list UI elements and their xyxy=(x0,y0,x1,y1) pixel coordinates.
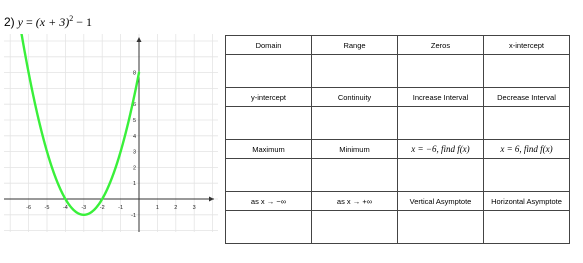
cell-maximum: Maximum xyxy=(226,140,312,159)
x-tick-label: -5 xyxy=(44,205,50,211)
y-tick-label: 6 xyxy=(132,102,136,109)
y-tick-label: 1 xyxy=(132,181,136,188)
answer-row xyxy=(226,211,570,244)
x-tick-label: 2 xyxy=(174,205,178,211)
equation-exponent: 2 xyxy=(69,14,74,23)
cell-end-behavior-left: as x → −∞ xyxy=(226,192,312,211)
answer-cell[interactable] xyxy=(312,159,398,192)
cell-f-at-neg6: x = −6, find f(x) xyxy=(398,140,484,159)
x-tick-label: -1 xyxy=(118,205,124,211)
y-tick-label: -1 xyxy=(131,212,136,219)
x-axis-arrow xyxy=(209,197,214,202)
equation-y: y xyxy=(17,15,23,29)
equation-equals: = xyxy=(26,15,33,29)
answer-cell[interactable] xyxy=(398,211,484,244)
label-row xyxy=(226,140,570,159)
equation-tail: − 1 xyxy=(73,15,92,29)
y-tick-label: 3 xyxy=(132,149,136,156)
answer-cell[interactable] xyxy=(226,55,312,88)
cell-end-behavior-right: as x → +∞ xyxy=(312,192,398,211)
label-row xyxy=(226,88,570,107)
cell-horizontal-asymptote: Horizontal Asymptote xyxy=(484,192,570,211)
cell-x-intercept: x-intercept xyxy=(484,36,570,55)
parabola-curve xyxy=(21,34,139,215)
cell-vertical-asymptote: Vertical Asymptote xyxy=(398,192,484,211)
answer-cell[interactable] xyxy=(226,107,312,140)
y-tick-label: 2 xyxy=(132,165,136,172)
y-tick-label: 8 xyxy=(132,70,136,77)
x-tick-label: -6 xyxy=(26,205,32,211)
y-tick-label: 5 xyxy=(132,118,136,124)
answer-row xyxy=(226,55,570,88)
answer-cell[interactable] xyxy=(398,159,484,192)
answer-cell[interactable] xyxy=(484,159,570,192)
properties-table xyxy=(225,35,570,244)
answer-cell[interactable] xyxy=(226,211,312,244)
cell-range: Range xyxy=(312,36,398,55)
y-axis-arrow xyxy=(137,37,142,42)
answer-row xyxy=(226,159,570,192)
answer-cell[interactable] xyxy=(484,211,570,244)
answer-cell[interactable] xyxy=(312,55,398,88)
cell-f-at-6: x = 6, find f(x) xyxy=(484,140,570,159)
answer-cell[interactable] xyxy=(398,55,484,88)
cell-minimum: Minimum xyxy=(312,140,398,159)
problem-title xyxy=(4,14,92,30)
coordinate-graph xyxy=(4,34,218,232)
cell-increase-interval: Increase Interval xyxy=(398,88,484,107)
x-tick-label: -2 xyxy=(99,205,105,211)
equation-base: (x + 3) xyxy=(35,15,70,29)
label-row xyxy=(226,36,570,55)
answer-cell[interactable] xyxy=(312,107,398,140)
cell-continuity: Continuity xyxy=(312,88,398,107)
y-tick-label: 4 xyxy=(132,133,136,140)
cell-decrease-interval: Decrease Interval xyxy=(484,88,570,107)
x-tick-label: -4 xyxy=(62,205,68,211)
x-tick-label: 3 xyxy=(192,205,196,211)
answer-cell[interactable] xyxy=(484,55,570,88)
answer-cell[interactable] xyxy=(312,211,398,244)
cell-zeros: Zeros xyxy=(398,36,484,55)
cell-y-intercept: y-intercept xyxy=(226,88,312,107)
problem-number: 2) xyxy=(4,15,15,29)
answer-row xyxy=(226,107,570,140)
answer-cell[interactable] xyxy=(226,159,312,192)
cell-domain: Domain xyxy=(226,36,312,55)
answer-cell[interactable] xyxy=(484,107,570,140)
answer-cell[interactable] xyxy=(398,107,484,140)
x-tick-label: 1 xyxy=(155,205,159,211)
graph-canvas xyxy=(4,34,218,232)
label-row xyxy=(226,192,570,211)
x-tick-label: -3 xyxy=(81,205,87,211)
